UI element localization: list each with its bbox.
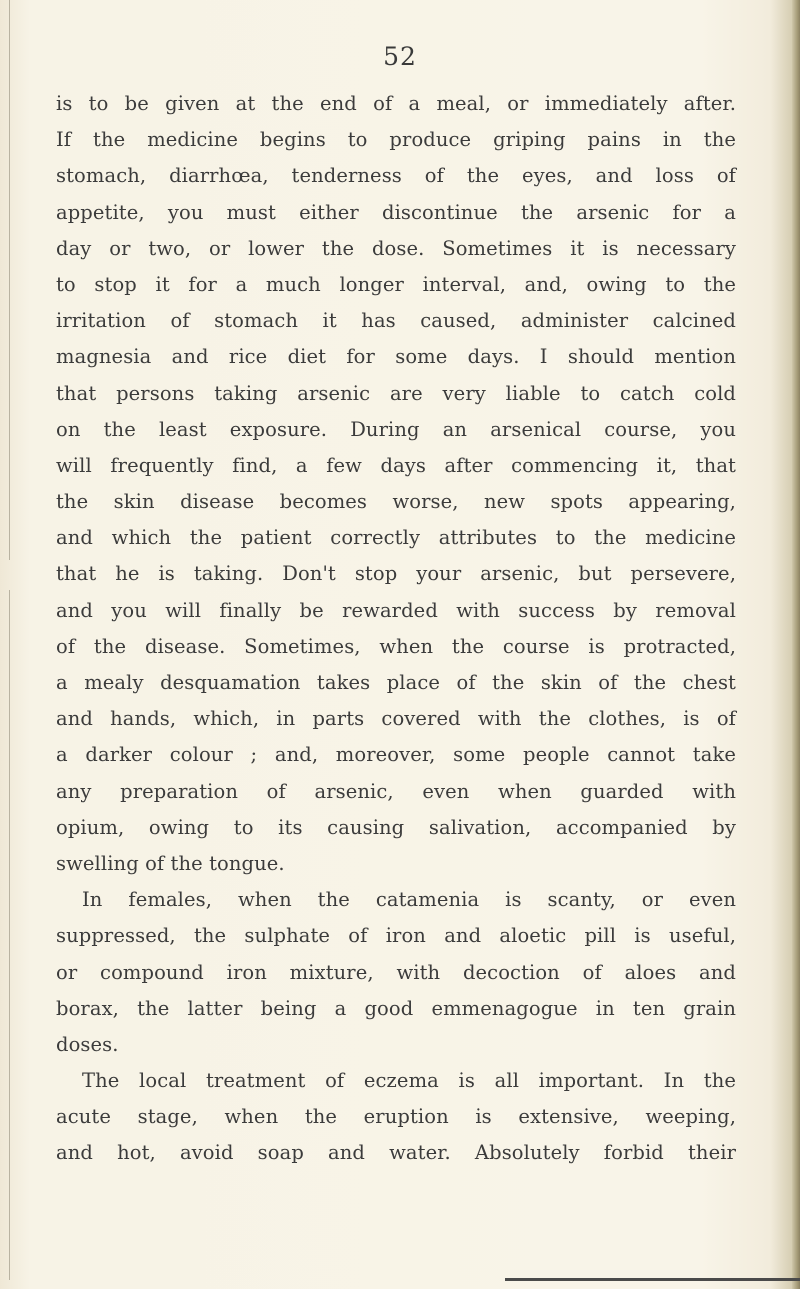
text-line: magnesia and rice diet for some days. I should mention [56,345,736,369]
text-line: borax, the latter being a good emmenagogue in ten grain [56,996,736,1020]
text-line: In females, when the catamenia is scanty, or even [82,888,736,912]
text-line: acute stage, when the eruption is extensive, weeping, [56,1105,736,1129]
bottom-rule [505,1278,800,1281]
text-line: is to be given at the end of a meal, or immediately after. [56,92,736,115]
text-line: on the least exposure. During an arsenical course, you [56,417,736,441]
text-line: day or two, or lower the dose. Sometimes it is necessary [56,236,736,260]
text-line: stomach, diarrhœa, tenderness of the eyes, and loss of [56,164,736,188]
text-line: If the medicine begins to produce griping pains in the [56,128,736,152]
text-line: irritation of stomach it has caused, administer calcined [56,309,736,333]
text-line: and which the patient correctly attributes to the medicine [56,526,736,550]
page-number: 52 [383,42,417,71]
text-line: that he is taking. Don't stop your arsenic, but persevere, [56,562,736,586]
text-line: a mealy desquamation takes place of the skin of the chest [56,671,736,694]
text-line: opium, owing to its causing salivation, accompanied by [56,815,736,839]
text-line: a darker colour ; and, moreover, some people cannot take [56,743,736,767]
gutter-line [9,0,10,560]
gutter-line [9,590,10,1280]
body-text [56,86,736,1172]
text-line: and hot, avoid soap and water. Absolutely forbid their [56,1141,736,1165]
text-line: the skin disease becomes worse, new spots appearing, [56,490,736,514]
text-line: or compound iron mixture, with decoction of aloes and [56,960,736,984]
text-line: any preparation of arsenic, even when guarded with [56,779,736,803]
text-line: The local treatment of eczema is all important. In the [82,1069,736,1093]
text-line: of the disease. Sometimes, when the course is protracted, [56,634,736,658]
text-line: will frequently find, a few days after commencing it, that [56,453,736,477]
text-line: doses. [56,1032,119,1056]
text-line: and you will finally be rewarded with success by removal [56,598,736,622]
text-line: that persons taking arsenic are very liable to catch cold [56,381,736,405]
text-line: suppressed, the sulphate of iron and aloetic pill is useful, [56,924,736,948]
text-line: appetite, you must either discontinue the arsenic for a [56,200,736,224]
page-edge [792,0,800,1289]
text-line: to stop it for a much longer interval, and, owing to the [56,272,736,296]
text-line: and hands, which, in parts covered with the clothes, is of [56,707,736,731]
text-line: swelling of the tongue. [56,851,285,875]
